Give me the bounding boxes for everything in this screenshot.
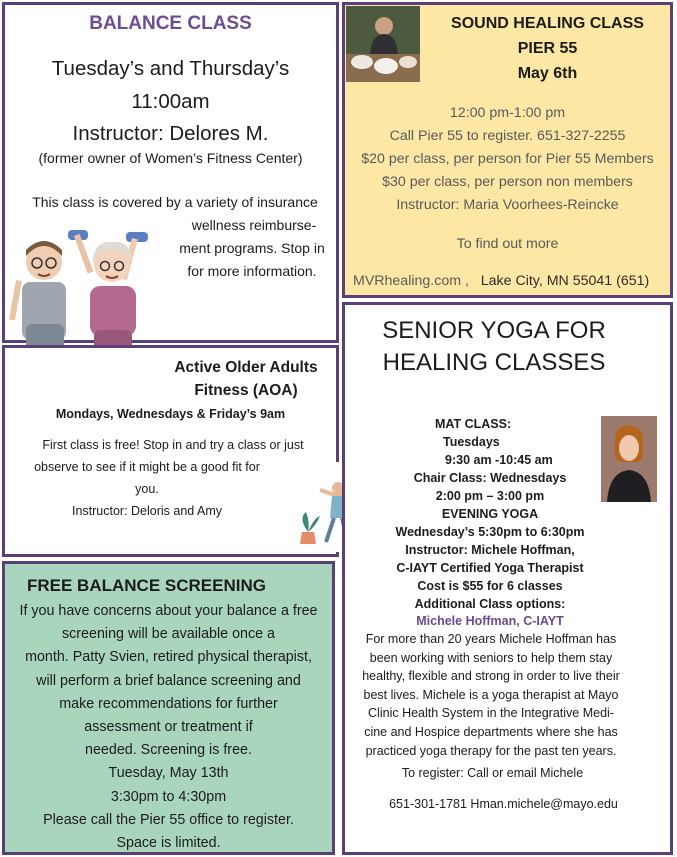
aoa-schedule: Mondays, Wednesdays & Friday’s 9am [55,407,286,421]
yoga-cost: Cost is $55 for 6 classes [417,579,563,593]
sound-website-link[interactable]: MVRhealing.com , [353,273,469,289]
free-text-line: assessment or treatment if [84,719,253,736]
register-instructions: To register: Call or email Michele [401,766,584,780]
bio-line: For more than 20 years Michele Hoffman has [365,632,617,646]
senior-yoga-panel [342,302,673,855]
yoga-instructor: Instructor: Michele Hoffman, [405,543,575,557]
aoa-heading [155,356,337,402]
free-text-line: Please call the Pier 55 office to register. [43,811,294,828]
sound-healing-title: SOUND HEALING CLASS [451,15,644,32]
free-balance-screening-panel [2,561,335,855]
sound-info-line: 12:00 pm-1:00 pm [449,105,566,121]
free-text-line: month. Patty Svien, retired physical therapist, [25,649,312,666]
free-text-line: Space is limited. [116,835,221,852]
sound-find-more: To find out more [456,236,559,252]
bio-line: Clinic Health System in the Integrative Medi- [368,706,614,721]
sound-address: Lake City, MN 55041 (651) [480,273,650,289]
sound-info-line: $20 per class, per person for Pier 55 Members [361,151,654,167]
instructor-credential: Michele Hoffman, C-IAYT [416,614,564,628]
bio-line: best lives. Michele is a yoga therapist at Mayo [363,687,619,702]
free-screening-title: FREE BALANCE SCREENING [27,576,266,595]
aoa-instructor: Instructor: Deloris and Amy [71,504,223,518]
sound-info-line: Call Pier 55 to register. 651-327-2255 [389,128,626,144]
senior-yoga-title [345,315,643,379]
aoa-title-line: Active Older Adults [174,359,318,376]
free-screening-time: 3:30pm to 4:30pm [110,788,227,805]
balance-days: Tuesday’s and Thursday’s [51,57,290,80]
senior-woman-figure [90,232,148,362]
yoga-certification: C-IAYT Certified Yoga Therapist [396,561,584,575]
aoa-text-line: First class is free! Stop in and try a class or just [42,438,304,452]
chair-class-time: 2:00 pm – 3:00 pm [435,489,545,503]
yoga-title-line: HEALING CLASSES [382,349,606,376]
yoga-contact[interactable]: 651-301-1781 Hman.michele@mayo.edu [389,797,618,811]
sound-healing-heading [435,11,660,86]
free-screening-body [5,600,332,855]
bio-line: been working with seniors to help them stay [369,650,613,665]
free-text-line: If you have concerns about your balance a free [19,603,318,619]
free-screening-date: Tuesday, May 13th [108,765,229,782]
aoa-fitness-panel [2,345,339,557]
sound-info-line: $30 per class, per person non members [382,174,633,190]
insurance-line: for more information. [187,263,317,279]
sound-bowls-photo [346,6,420,82]
insurance-line: This class is covered by a variety of insurance [32,194,318,210]
sound-healing-panel [342,2,673,298]
evening-yoga-label: EVENING YOGA [441,507,539,521]
free-text-line: screening will be available once a [62,626,275,643]
insurance-line: wellness reimburse- [191,217,317,233]
sound-healing-location: PIER 55 [517,40,578,57]
yoga-schedule-rest [365,469,615,613]
aoa-description [23,434,323,522]
balance-instructor: Instructor: Delores M. [72,122,269,145]
free-text-line: needed. Screening is free. [85,742,252,759]
aoa-text-line: observe to see if it might be a good fit for [34,460,260,474]
mat-class-day: Tuesdays [443,435,500,449]
sound-healing-date: May 6th [517,65,578,82]
insurance-line: ment programs. Stop in [179,240,325,256]
mat-class-label: MAT CLASS: [435,417,512,431]
bio-line: cine and Hospice departments where she has [364,724,618,739]
sound-info-line: Instructor: Maria Voorhees-Reincke [396,197,619,213]
balance-class-title: BALANCE CLASS [89,13,252,34]
aoa-title-line: Fitness (AOA) [194,382,298,399]
chair-class-label: Chair Class: Wednesdays [413,471,567,485]
free-text-line: will perform a brief balance screening and [36,672,301,689]
mat-class-time: 9:30 am -10:45 am [445,453,553,467]
free-text-line: make recommendations for further [59,695,278,712]
yoga-schedule-mat [407,415,587,469]
additional-options: Additional Class options: [414,597,566,611]
bio-line: healthy, flexible and strong in order to live their [362,669,620,684]
balance-former-note: (former owner of Women’s Fitness Center) [38,150,303,166]
sound-footer [353,273,649,289]
aoa-text-line: you. [135,482,159,496]
balance-time: 11:00am [131,90,210,113]
instructor-bio [350,630,632,760]
yoga-title-line: SENIOR YOGA FOR [382,317,606,344]
bio-line: practiced yoga therapy for the past ten years. [365,743,617,758]
evening-yoga-time: Wednesday’s 5:30pm to 6:30pm [395,525,585,539]
